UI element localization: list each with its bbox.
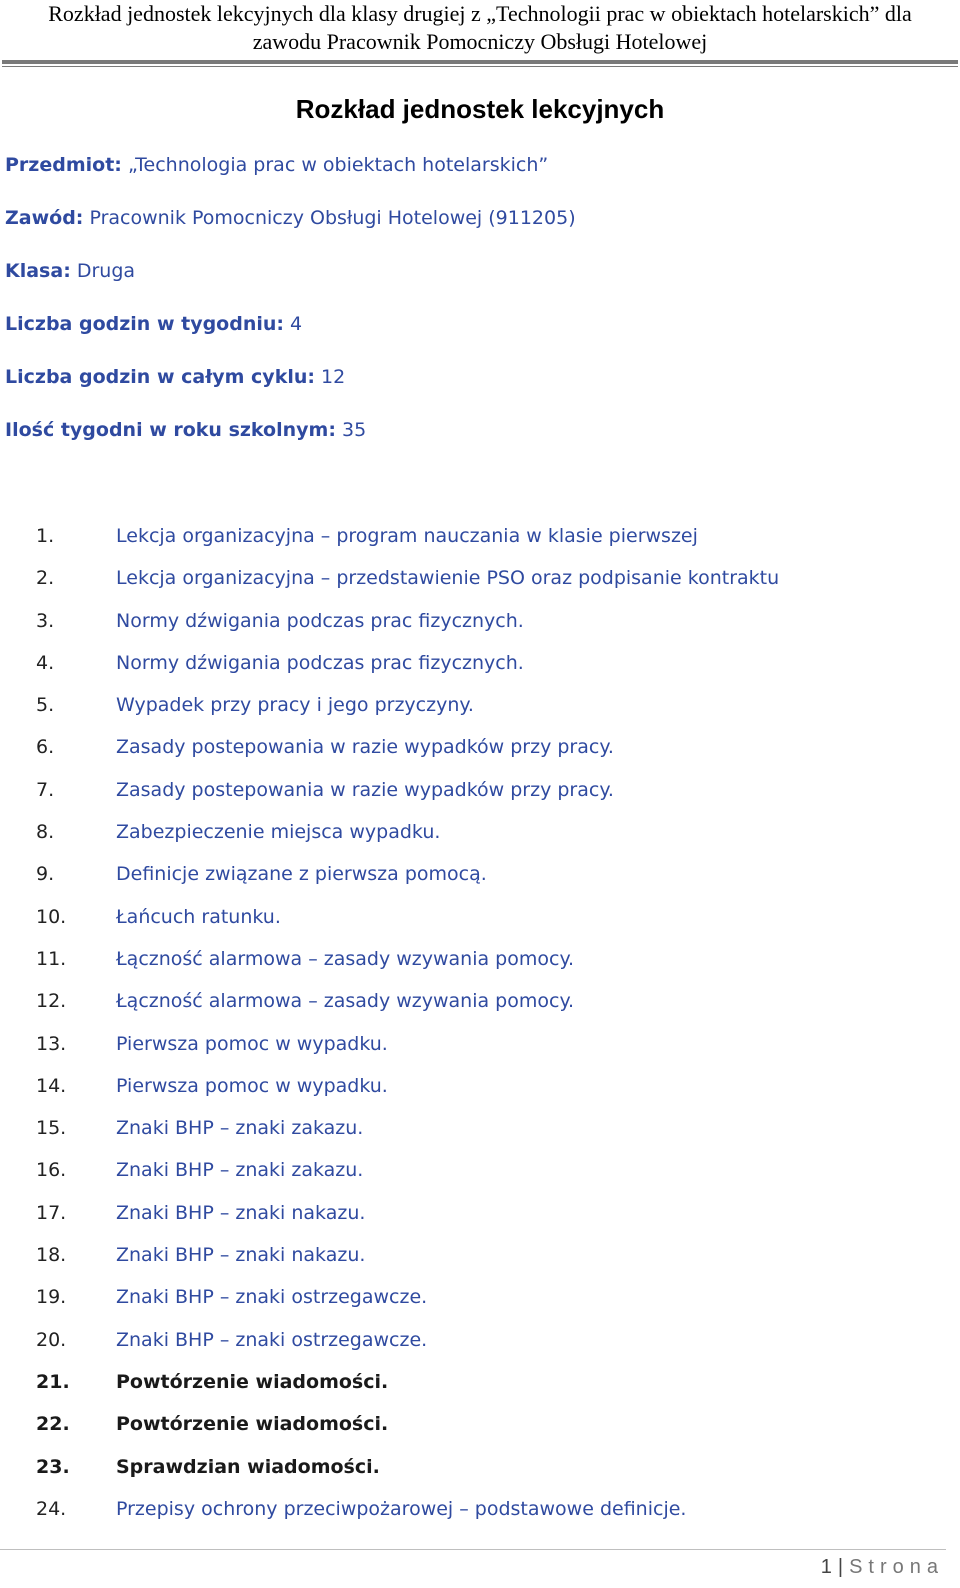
- lesson-title: Znaki BHP – znaki zakazu.: [116, 1159, 364, 1182]
- lesson-title: Sprawdzian wiadomości.: [116, 1455, 380, 1478]
- meta-key: Liczba godzin w całym cyklu:: [5, 366, 315, 388]
- meta-key: Ilość tygodni w roku szkolnym:: [5, 419, 336, 441]
- meta-key: Zawód:: [5, 207, 84, 229]
- lesson-title: Lekcja organizacyjna – przedstawienie PSO oraz podpisanie kontraktu: [116, 567, 780, 590]
- footer-separator: |: [837, 1556, 844, 1578]
- lesson-title: Powtórzenie wiadomości.: [116, 1370, 389, 1393]
- meta-value: 12: [321, 366, 346, 388]
- lesson-title: Normy dźwigania podczas prac fizycznych.: [116, 609, 524, 632]
- lesson-number: 10.: [36, 905, 67, 928]
- lesson-number: 6.: [36, 736, 55, 759]
- meta-subject: [5, 154, 548, 176]
- lesson-number: 3.: [36, 609, 55, 632]
- lesson-number: 21.: [36, 1370, 70, 1393]
- lesson-title: Powtórzenie wiadomości.: [116, 1413, 389, 1436]
- lesson-number: 7.: [36, 778, 55, 801]
- lesson-number: 22.: [36, 1413, 70, 1436]
- lesson-number: 19.: [36, 1286, 67, 1309]
- lesson-number: 15.: [36, 1117, 67, 1140]
- lesson-title: Pierwsza pomoc w wypadku.: [116, 1032, 388, 1055]
- lesson-number: 13.: [36, 1032, 67, 1055]
- header-rule: [2, 60, 958, 64]
- meta-key: Klasa:: [5, 260, 71, 282]
- meta-value: Pracownik Pomocniczy Obsługi Hotelowej (911205): [89, 207, 576, 229]
- lesson-number: 14.: [36, 1074, 67, 1097]
- lesson-title: Znaki BHP – znaki nakazu.: [116, 1244, 366, 1267]
- lesson-title: Znaki BHP – znaki ostrzegawcze.: [116, 1286, 428, 1309]
- lesson-number: 24.: [36, 1497, 67, 1520]
- lesson-number: 5.: [36, 694, 55, 717]
- meta-value: „Technologia prac w obiektach hotelarskich”: [127, 154, 549, 176]
- page-word: Strona: [849, 1556, 944, 1578]
- lesson-number: 16.: [36, 1159, 67, 1182]
- lesson-number: 23.: [36, 1455, 70, 1478]
- lesson-number: 9.: [36, 863, 55, 886]
- lesson-number: 2.: [36, 567, 55, 590]
- lesson-title: Definicje związane z pierwsza pomocą.: [116, 863, 487, 886]
- lesson-title: Wypadek przy pracy i jego przyczyny.: [116, 694, 474, 717]
- lesson-title: Znaki BHP – znaki nakazu.: [116, 1201, 366, 1224]
- meta-hours-week: [5, 313, 302, 335]
- meta-weeks-year: [5, 419, 366, 441]
- meta-key: Przedmiot:: [5, 154, 122, 176]
- lesson-title: Zabezpieczenie miejsca wypadku.: [116, 821, 441, 844]
- lesson-number: 20.: [36, 1328, 67, 1351]
- lesson-title: Znaki BHP – znaki zakazu.: [116, 1117, 364, 1140]
- meta-hours-cycle: [5, 366, 345, 388]
- lesson-title: Lekcja organizacyjna – program nauczania w klasie pierwszej: [116, 525, 698, 547]
- page-number: 1: [820, 1556, 832, 1578]
- meta-profession: [5, 207, 576, 229]
- footer-rule: [0, 1549, 946, 1550]
- page-title: Rozkład jednostek lekcyjnych: [295, 94, 665, 124]
- meta-value: Druga: [76, 260, 136, 282]
- lesson-title: Przepisy ochrony przeciwpożarowej – podstawowe definicje.: [116, 1497, 687, 1520]
- lesson-number: 18.: [36, 1244, 67, 1267]
- meta-key: Liczba godzin w tygodniu:: [5, 313, 284, 335]
- lesson-title: Zasady postepowania w razie wypadków przy pracy.: [116, 736, 614, 759]
- lesson-number: 12.: [36, 990, 67, 1013]
- lesson-title: Łączność alarmowa – zasady wzywania pomocy.: [116, 947, 575, 970]
- header-line-1: Rozkład jednostek lekcyjnych dla klasy drugiej z „Technologii prac w obiektach hotelarskich” dla: [48, 1, 912, 26]
- meta-value: 35: [341, 419, 367, 441]
- lesson-number: 17.: [36, 1201, 67, 1224]
- lesson-title: Łańcuch ratunku.: [116, 905, 281, 928]
- lesson-title: Znaki BHP – znaki ostrzegawcze.: [116, 1328, 428, 1351]
- lesson-number: 1.: [36, 525, 55, 547]
- lesson-number: 4.: [36, 651, 55, 674]
- meta-value: 4: [290, 313, 303, 335]
- page-header: [0, 0, 960, 56]
- lesson-title: Zasady postepowania w razie wypadków przy pracy.: [116, 778, 614, 801]
- lesson-title: Łączność alarmowa – zasady wzywania pomocy.: [116, 990, 575, 1013]
- lesson-title: Normy dźwigania podczas prac fizycznych.: [116, 651, 524, 674]
- meta-class: [5, 260, 135, 282]
- lesson-number: 8.: [36, 821, 55, 844]
- lesson-number: 11.: [36, 947, 67, 970]
- header-rule-thin: [2, 66, 958, 67]
- page-footer: [821, 1556, 944, 1579]
- lesson-title: Pierwsza pomoc w wypadku.: [116, 1074, 388, 1097]
- header-line-2: zawodu Pracownik Pomocniczy Obsługi Hotelowej: [252, 29, 708, 54]
